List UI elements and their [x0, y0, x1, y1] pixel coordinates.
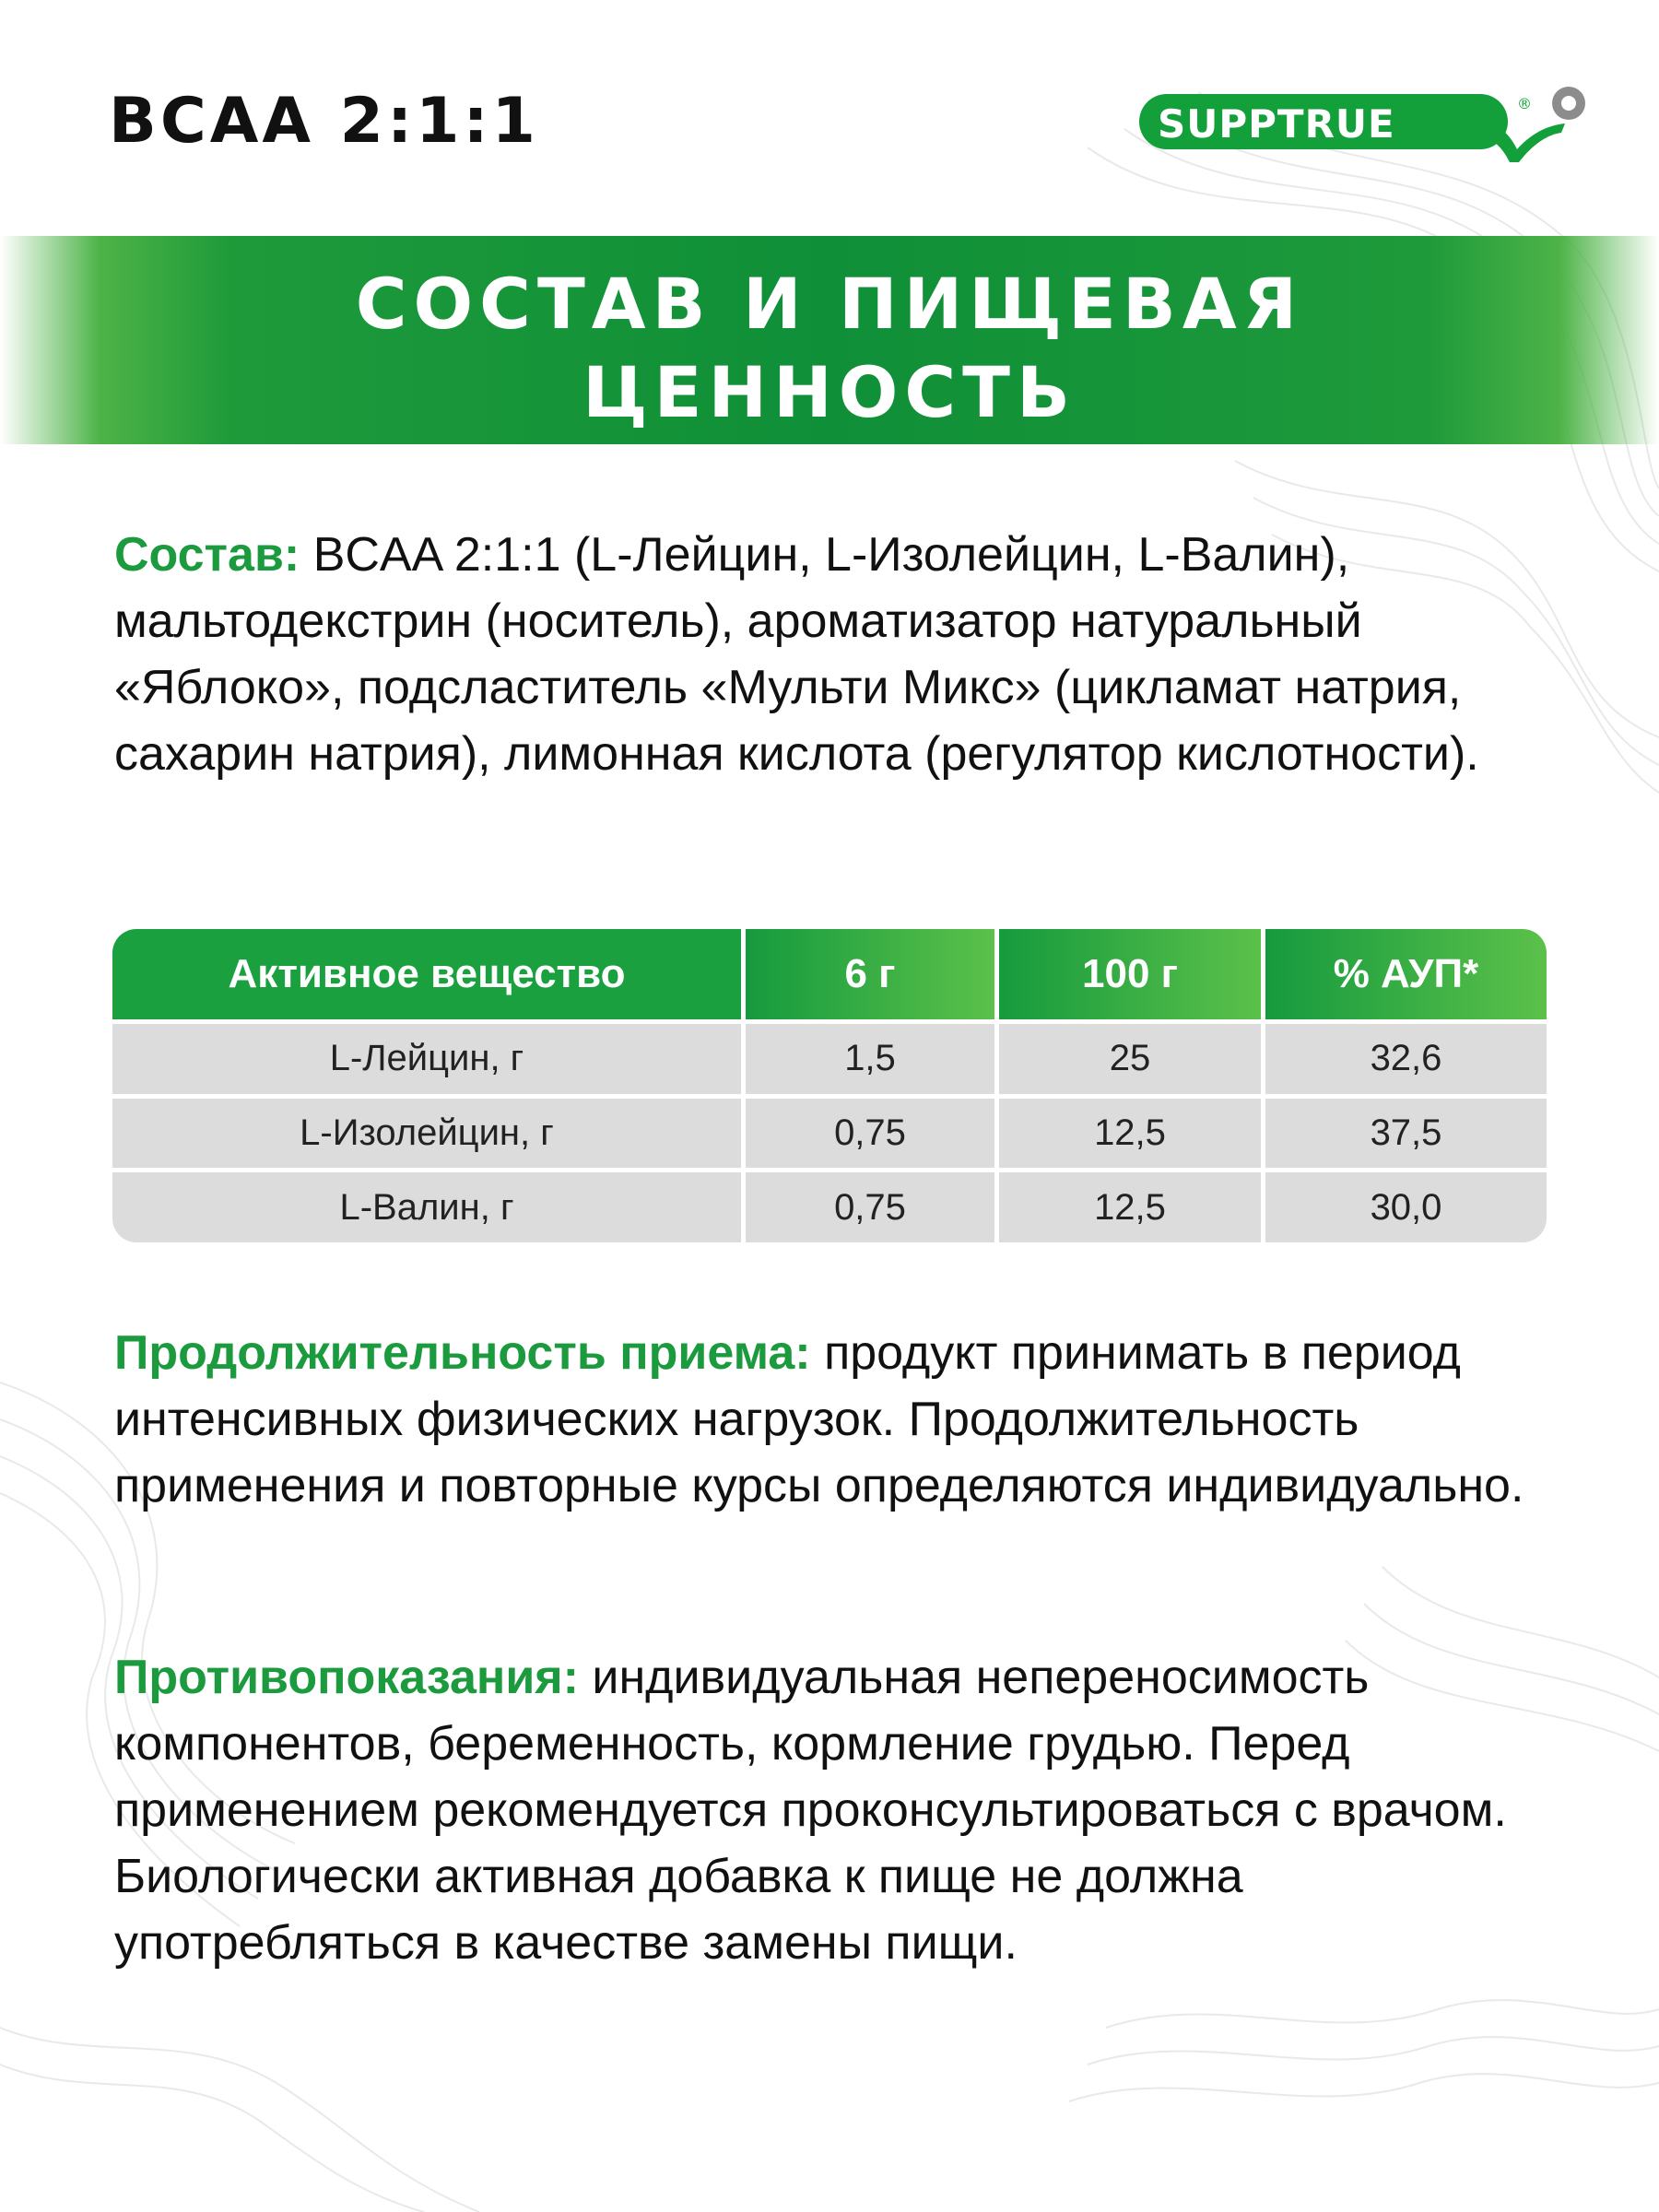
- table-cell: 32,6: [1265, 1024, 1547, 1094]
- table-cell: 37,5: [1265, 1099, 1547, 1169]
- composition-paragraph: [114, 522, 1552, 787]
- table-cell: L-Валин, г: [112, 1172, 741, 1242]
- table-cell: 30,0: [1265, 1172, 1547, 1242]
- brand-name: SUPPTRUE: [1158, 101, 1395, 147]
- table-header-cell: Активное вещество: [112, 929, 741, 1019]
- table-cell: L-Лейцин, г: [112, 1024, 741, 1094]
- duration-paragraph: [114, 1320, 1552, 1519]
- banner-title-line-1: СОСТАВ И ПИЩЕВАЯ: [355, 263, 1304, 345]
- table-header-cell: 100 г: [999, 929, 1261, 1019]
- contraindications-paragraph: [114, 1644, 1552, 1976]
- table-cell: 1,5: [746, 1024, 994, 1094]
- table-cell: 25: [999, 1024, 1261, 1094]
- table-cell: 0,75: [746, 1099, 994, 1169]
- banner-title: [0, 260, 1659, 437]
- table-header-cell: % АУП*: [1265, 929, 1547, 1019]
- nutrition-table: [112, 929, 1547, 1242]
- table-cell: 12,5: [999, 1099, 1261, 1169]
- product-title: BCAA 2:1:1: [109, 85, 539, 158]
- contraindications-text: индивидуальная непереносимость компонентов, беременность, кормление грудью. Перед применением рекомендуется проконсультироваться с врачом. Биологически активная добавка к пище не должна употребляться в качестве замены пищи.: [114, 1651, 1507, 1970]
- table-header-cell: 6 г: [746, 929, 994, 1019]
- table-cell: 12,5: [999, 1172, 1261, 1242]
- brand-logo: [1135, 74, 1587, 162]
- brand-logo-mark-icon: [1473, 74, 1587, 162]
- banner-title-line-2: ЦЕННОСТЬ: [582, 351, 1077, 433]
- section-banner: [0, 236, 1659, 444]
- duration-text: продукт принимать в период интенсивных физических нагрузок. Продолжительность применения и повторные курсы определяются индивидуально.: [114, 1326, 1524, 1512]
- registered-mark: ®: [1517, 95, 1532, 112]
- composition-text: BCAA 2:1:1 (L-Лейцин, L-Изолейцин, L-Валин), мальтодекстрин (носитель), ароматизатор натуральный «Яблоко», подсластитель «Мульти Микс» (цикламат натрия, сахарин натрия), лимонная кислота (регулятор кислотности).: [114, 528, 1479, 781]
- contraindications-label: Противопоказания:: [114, 1651, 579, 1704]
- table-cell: L-Изолейцин, г: [112, 1099, 741, 1169]
- composition-label: Состав:: [114, 528, 300, 582]
- table-cell: 0,75: [746, 1172, 994, 1242]
- duration-label: Продолжительность приема:: [114, 1326, 811, 1380]
